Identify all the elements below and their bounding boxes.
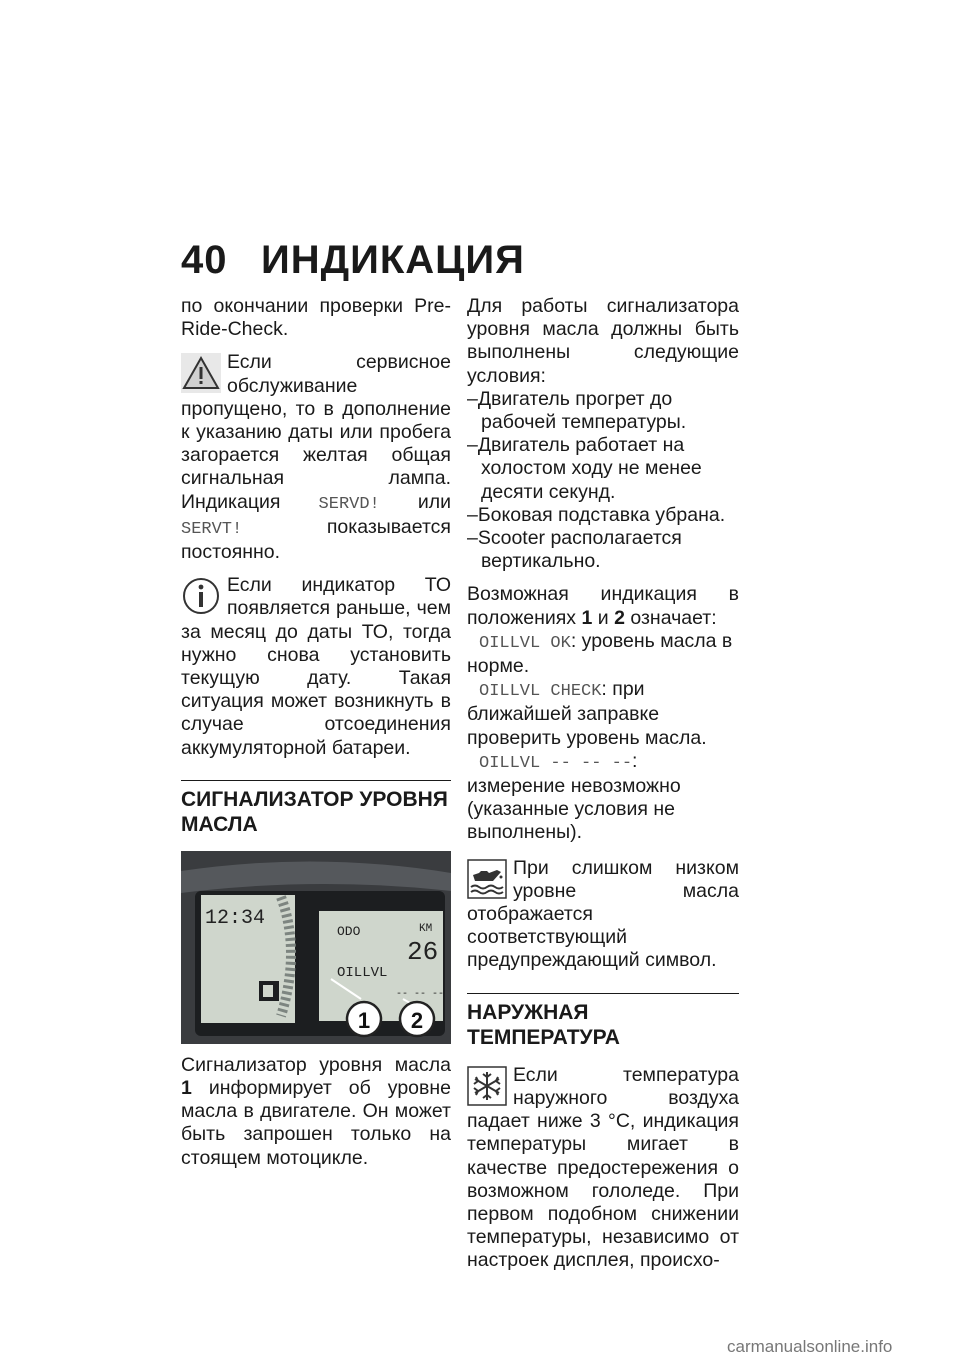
callout-2-label: 2 <box>410 1007 424 1033</box>
dashboard-illustration <box>181 851 451 1044</box>
section-heading-oil-level: СИГНАЛИЗАТОР УРОВНЯ МАСЛА <box>181 780 451 837</box>
snowflake-icon <box>467 1066 507 1106</box>
intro-paragraph: по окончании проверки Pre-Ride-Check. <box>181 295 451 341</box>
status-ok <box>467 630 739 678</box>
status-check-code: OILLVL CHECK <box>479 682 602 702</box>
page-number: 40 <box>181 238 228 282</box>
possible-display-intro <box>467 583 739 629</box>
lcd-oil-label: OILLVL <box>337 964 388 981</box>
temperature-text: Если температура наружного воздуха падает ниже 3 °C, индикация температуры мигает в качестве предостережения о возможном гололеде. При первом подобном снижении температуры, независимо от настроек дисплея, происхо- <box>467 1063 739 1272</box>
status-check <box>467 678 739 750</box>
info-text: Если индикатор ТО появляется раньше, чем за месяц до даты ТО, тогда нужно снова установить текущую дату. Такая ситуация может возникнуть в случае отсоединения аккумуляторной батареи. <box>181 574 451 759</box>
status-check-text: : при ближайшей заправке проверить уровень масла. <box>467 678 707 749</box>
dashboard-figure <box>181 851 451 1044</box>
lcd-dashes: -- -- -- <box>396 988 445 1000</box>
oil-desc-a: Сигнализатор уровня масла <box>181 1053 451 1076</box>
conditions-list <box>467 388 739 574</box>
watermark: carmanualsonline.info <box>727 1337 893 1356</box>
warning-note <box>181 351 451 564</box>
oil-desc-b: информирует об уровне масла в двигателе. Он может быть запрошен только на стоящем мотоцикле. <box>181 1077 451 1169</box>
warning-icon <box>181 353 221 393</box>
left-column <box>181 295 451 1180</box>
info-icon <box>181 576 221 616</box>
possible-and: и <box>592 606 615 629</box>
conditions-intro: Для работы сигнализатора уровня масла должны быть выполнены следующие условия: <box>467 295 739 387</box>
status-ok-code: OILLVL OK <box>479 633 571 653</box>
lcd-unit: KM <box>419 922 433 935</box>
condition-item: –Scooter располагается вертикально. <box>467 527 682 573</box>
oil-desc-number: 1 <box>181 1077 192 1100</box>
warning-text-2: или <box>379 490 451 513</box>
info-note <box>181 574 451 760</box>
status-not-available <box>467 750 739 845</box>
condition-item: –Боковая подставка убрана. <box>467 503 726 526</box>
right-column <box>467 295 739 1283</box>
lcd-value: 26 <box>407 936 439 967</box>
status-na-text: : измерение невозможно (указанные условия не выполнены). <box>467 749 681 844</box>
status-ok-text: : уровень масла в норме. <box>467 629 733 678</box>
section-heading-outside-temp: НАРУЖНАЯ ТЕМПЕРАТУРА <box>467 993 739 1050</box>
code-servt: SERVT! <box>181 519 243 539</box>
condition-item: –Двигатель прогрет до рабочей температуры. <box>467 387 687 434</box>
possible-n1: 1 <box>581 606 593 629</box>
warning-text-3: показывается постоянно. <box>181 515 451 564</box>
callout-1-label: 1 <box>357 1007 371 1033</box>
lcd-odo-label: ODO <box>337 923 361 939</box>
condition-item: –Двигатель работает на холостом ходу не менее десяти секунд. <box>467 434 702 503</box>
temperature-note <box>467 1064 739 1273</box>
code-servd: SERVD! <box>318 494 380 514</box>
status-na-code: OILLVL -- -- -- <box>479 753 633 773</box>
oil-description <box>181 1054 451 1170</box>
page-header <box>181 238 525 283</box>
warning-text-1: Если сервисное обслуживание пропущено, то в дополнение к указанию даты или пробега загорается желтая общая сигнальная лампа. Индикация <box>181 351 451 513</box>
lcd-time: 12:34 <box>205 906 266 930</box>
possible-b: означает: <box>624 606 717 629</box>
possible-n2: 2 <box>614 606 625 629</box>
oil-can-icon <box>467 859 507 899</box>
oil-warning-text: При слишком низком уровне масла отображается соответствующий предупреждающий символ. <box>467 856 739 972</box>
oil-warning-note <box>467 857 739 973</box>
page-title: ИНДИКАЦИЯ <box>261 238 525 282</box>
possible-a: Возможная индикация в положениях <box>467 583 739 629</box>
